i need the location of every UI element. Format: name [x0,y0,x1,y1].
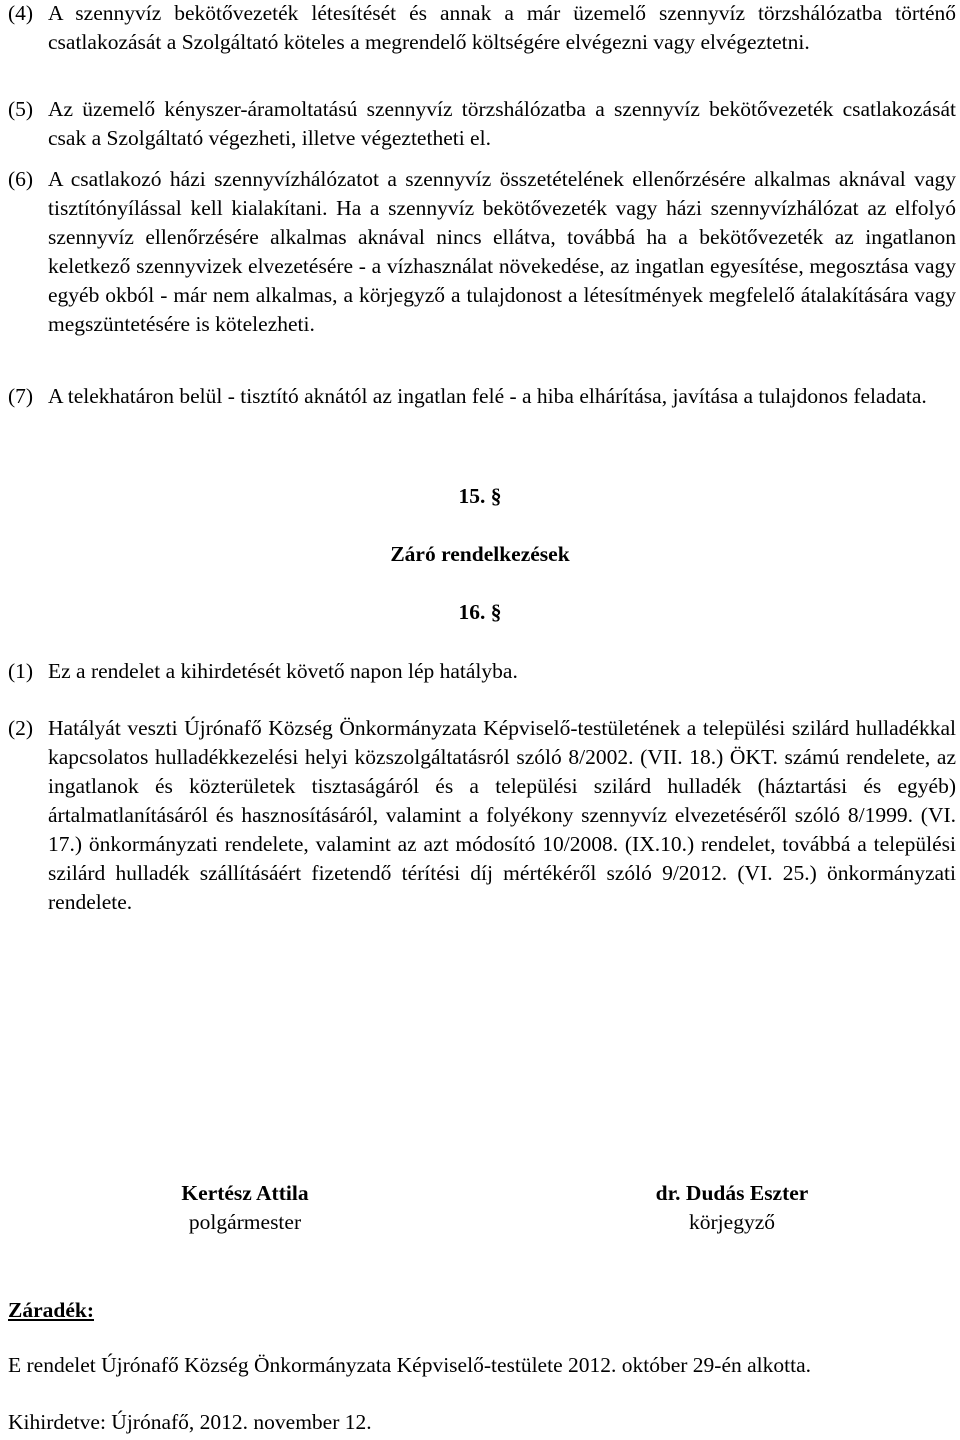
paragraph-7 [8,382,956,411]
signatory-name: Kertész Attila [181,1181,309,1205]
paragraph-5 [8,95,956,153]
paragraph-text: Ez a rendelet a kihirdetését követő napon lép hatályba. [48,659,518,683]
adoption-statement: E rendelet Újrónafő Község Önkormányzata Képviselő-testülete 2012. október 29-én alkotta. [8,1353,811,1377]
closing-paragraph-1 [8,657,956,686]
signature-block-mayor [145,1179,345,1237]
paragraph-text: A telekhatáron belül - tisztító aknától az ingatlan felé - a hiba elhárítása, javítása a tulajdonos feladata. [48,384,927,408]
paragraph-text: Az üzemelő kényszer-áramoltatású szennyvíz törzshálózatba a szennyvíz bekötővezeték csatlakozását csak a Szolgáltató végezheti, illetve végeztetheti el. [48,97,956,150]
signatory-title: polgármester [188,1210,302,1234]
signatory-title: körjegyző [689,1210,775,1234]
closing-paragraph-2 [8,714,956,917]
signature-block-notary [612,1179,852,1237]
paragraph-number: (6) [8,167,34,191]
paragraph-4 [8,0,956,57]
publication-statement: Kihirdetve: Újrónafő, 2012. november 12. [8,1410,372,1434]
paragraph-number: (7) [8,384,34,408]
signatory-name: dr. Dudás Eszter [655,1181,809,1205]
paragraph-text: A csatlakozó házi szennyvízhálózatot a szennyvíz összetételének ellenőrzésére alkalmas aknával vagy tisztítónyílással kell kialakítani. Ha a szennyvíz bekötővezeték vagy házi szennyvízhálózat az elfolyó szennyvíz ellenőrzésére alkalmas aknával nincs ellátva, továbbá ha a bekötővezeték az ingatlanon keletkező szennyvizek elvezetésére - a vízhasználat növekedése, az ingatlan egyesítése, megosztása vagy egyéb okból - már nem alkalmas, a körjegyző a tulajdonost a létesítmények megfelelő átalakítására vagy megszüntetésére is kötelezheti. [48,167,956,336]
paragraph-text: A szennyvíz bekötővezeték létesítését és annak a már üzemelő szennyvíz törzshálózatba történő csatlakozását a Szolgáltató köteles a megrendelő költségére elvégezni vagy elvégeztetni. [48,1,956,54]
paragraph-number: (1) [8,659,34,683]
paragraph-6 [8,165,956,339]
section-16-heading: 16. § [458,600,502,624]
closing-provisions-title: Záró rendelkezések [390,542,570,566]
clause-label: Záradék: [8,1298,94,1322]
paragraph-number: (4) [8,1,34,25]
paragraph-number: (5) [8,97,34,121]
section-15-heading: 15. § [458,484,502,508]
paragraph-text: Hatályát veszti Újrónafő Község Önkormányzata Képviselő-testületének a települési szilárd hulladékkal kapcsolatos hulladékkezelési helyi közszolgáltatásról szóló 8/2002. (VII. 18.) ÖKT. számú rendelete, az ingatlanok és közterületek tisztaságáról és a települési szilárd hulladék (háztartási és egyéb) ártalmatlanításáról és hasznosításáról, valamint a folyékony szennyvíz elvezetéséről szóló 8/1999. (VI. 17.) önkormányzati rendelete, valamint az azt módosító 10/2008. (IX.10.) rendelet, továbbá a települési szilárd hulladék szállításáért fizetendő térítési díj mértékéről szóló 9/2012. (VI. 25.) önkormányzati rendelete. [48,716,956,914]
paragraph-number: (2) [8,716,34,740]
